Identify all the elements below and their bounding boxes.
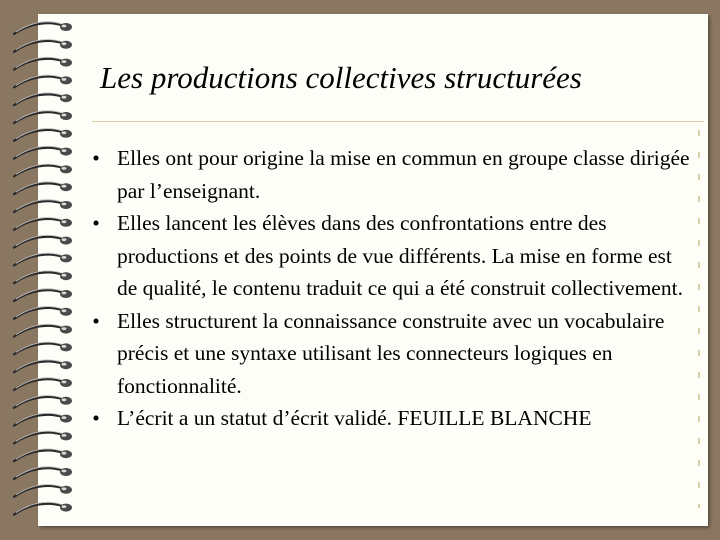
spiral-ring-icon [14, 93, 72, 105]
spiral-ring-icon [14, 146, 72, 158]
spiral-ring-icon [14, 413, 72, 425]
margin-dot [698, 196, 700, 202]
bullet-marker: • [92, 308, 100, 333]
spiral-ring-icon [14, 182, 72, 194]
margin-dot [698, 306, 700, 312]
bullet-item [86, 142, 696, 207]
margin-dot [698, 152, 700, 158]
spiral-ring-icon [14, 396, 72, 408]
bullet-marker: • [92, 146, 100, 170]
margin-dot [698, 372, 700, 378]
bullet-text: Elles lancent les élèves dans des confrontations entre des productions et des points de vue différents. La mise en forme est de qualité, le contenu traduit ce qui a été construit collectivement. [117, 211, 683, 300]
margin-dot [698, 482, 700, 488]
spiral-ring-icon [14, 378, 72, 390]
spiral-ring-icon [14, 502, 72, 514]
spiral-ring-icon [14, 449, 72, 461]
spiral-ring-icon [14, 164, 72, 176]
margin-dot [698, 350, 700, 356]
margin-dot [698, 328, 700, 334]
spiral-ring-icon [14, 342, 72, 354]
spiral-ring-icon [14, 289, 72, 301]
spiral-ring-icon [14, 75, 72, 87]
spiral-ring-icon [14, 200, 72, 212]
slide-title: Les productions collectives structurées [100, 60, 582, 95]
bullet-text: Elles structurent la connaissance construite avec un vocabulaire précis et une syntaxe utilisant les connecteurs logiques en fonctionnalité. [117, 308, 665, 398]
margin-dot [698, 460, 700, 466]
spiral-ring-icon [14, 360, 72, 372]
spiral-ring-icon [14, 467, 72, 479]
spiral-ring-icon [14, 129, 72, 141]
spiral-ring-icon [14, 253, 72, 265]
spiral-ring-icon [14, 235, 72, 247]
margin-dot [698, 504, 700, 508]
bullet-item [86, 207, 696, 305]
margin-dot [698, 130, 700, 136]
right-margin-dots [696, 128, 702, 508]
margin-dot [698, 416, 700, 422]
spiral-ring-icon [14, 485, 72, 497]
spiral-ring-icon [14, 40, 72, 52]
spiral-ring-icon [14, 271, 72, 283]
spiral-ring-icon [14, 307, 72, 319]
spiral-ring-icon [14, 324, 72, 336]
bullet-marker: • [92, 406, 100, 430]
bullet-marker: • [92, 211, 100, 235]
bullet-list [86, 142, 696, 435]
margin-dot [698, 394, 700, 400]
margin-dot [698, 218, 700, 224]
spiral-binding [0, 18, 90, 528]
margin-dot [698, 284, 700, 290]
spiral-ring-icon [14, 431, 72, 443]
bullet-text: L’écrit a un statut d’écrit validé. FEUILLE BLANCHE [117, 406, 592, 430]
bullet-item [86, 402, 696, 435]
spiral-ring-icon [14, 218, 72, 230]
spiral-ring-icon [14, 111, 72, 123]
margin-dot [698, 240, 700, 246]
spiral-ring-icon [14, 57, 72, 69]
bullet-item [86, 305, 696, 403]
margin-dot [698, 174, 700, 180]
bullet-text: Elles ont pour origine la mise en commun en groupe classe dirigée par l’enseignant. [117, 146, 690, 203]
margin-dot [698, 262, 700, 268]
title-divider [92, 121, 704, 122]
margin-dot [698, 438, 700, 444]
spiral-ring-icon [14, 22, 72, 34]
